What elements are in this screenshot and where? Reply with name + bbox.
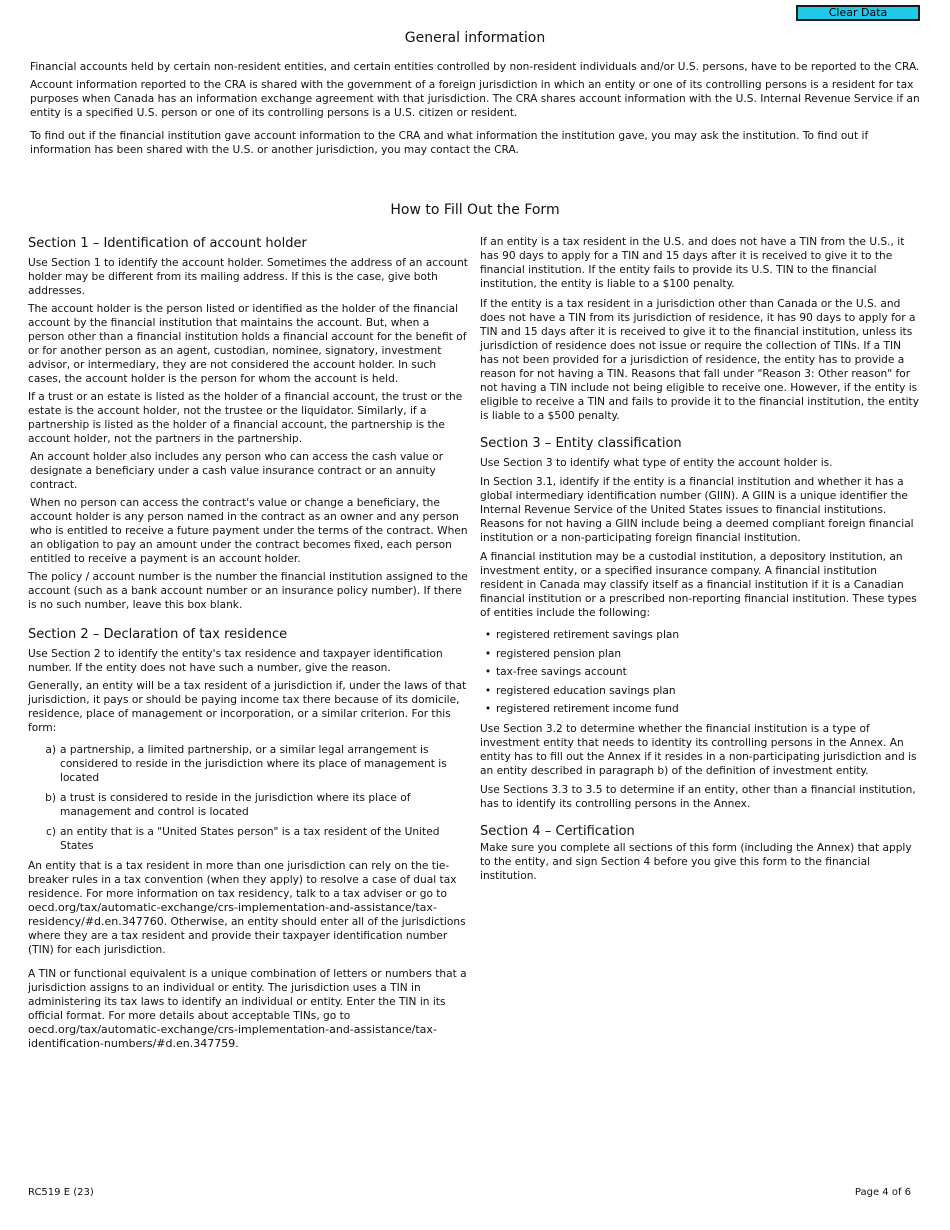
right-column [480, 235, 922, 887]
section-3-paragraph: A financial institution may be a custodial institution, a depository institution, an investment entity, or a specified insurance company. A financial institution resident in Canada may classify itself as a financial institution if it is a Canadian financial institution or a prescribed non-reporting financial institution. These types of entities include the following: [480, 551, 917, 619]
form-identifier: RC519 E (23) [28, 1187, 94, 1198]
list-item: b) a trust is considered to reside in the jurisdiction where its place of management and control is located [45, 792, 411, 818]
section-3-heading: Section 3 – Entity classification [480, 436, 682, 451]
list-item: • registered pension plan [484, 647, 622, 660]
page-number: Page 4 of 6 [854, 1187, 911, 1198]
section-3-paragraph: Use Section 3.2 to determine whether the financial institution is a type of investment entity that needs to identity its controlling persons in the Annex. An entity has to fill out the Annex if it resides in a non-participating jurisdiction and is an entity described in paragraph b) of the definition of investment entity. [480, 723, 917, 777]
general-paragraph-2: Account information reported to the CRA is shared with the government of a foreign jurisdiction in which an entity or one of its controlling persons is a resident for tax purposes when Canada has an information exchange agreement with that jurisdiction. The CRA shares account information with the U.S. Internal Revenue Service if an entity is a specified U.S. person or one of its controlling persons is a U.S. citizen or resident. [30, 79, 920, 119]
general-information-title: General information [404, 30, 546, 46]
section-1-heading: Section 1 – Identification of account holder [28, 236, 307, 251]
section-4-heading: Section 4 – Certification [480, 824, 635, 839]
section-1-paragraph: An account holder also includes any person who can access the cash value or designate a beneficiary under a cash value insurance contract or an annuity contract. [30, 451, 444, 491]
section-1-paragraph: Use Section 1 to identify the account holder. Sometimes the address of an account holder may be different from its mailing address. If this is the case, give both addresses. [28, 257, 468, 297]
list-item: • tax-free savings account [484, 666, 627, 678]
general-paragraph-1: Financial accounts held by certain non-resident entities, and certain entities controlled by non-resident individuals and/or U.S. persons, have to be reported to the CRA. [30, 61, 920, 73]
list-item: • registered education savings plan [484, 684, 676, 697]
section-1-paragraph: The account holder is the person listed or identified as the holder of the financial account by the financial institution that maintains the account. But, when a person other than a financial institution holds a financial account for the benefit of or for another person as an agent, custodian, nominee, signatory, investment advisor, or intermediary, they are not considered the account holder. In such cases, the account holder is the person for whom the account is held. [28, 303, 467, 385]
section-2-paragraph: Generally, an entity will be a tax resident of a jurisdiction if, under the laws of that jurisdiction, it pays or should be paying income tax there because of its domicile, residence, place of management or incorporation, or a similar criterion. For this form: [28, 680, 467, 734]
section-2-paragraph: Use Section 2 to identify the entity's tax residence and taxpayer identification number. If the entity does not have such a number, give the reason. [28, 648, 443, 674]
general-paragraph-3: To find out if the financial institution gave account information to the CRA and what information the institution gave, you may ask the institution. To find out if information has been shared with the U.S. or another jurisdiction, you may contact the CRA. [30, 130, 869, 156]
section-3-paragraph: In Section 3.1, identify if the entity is a financial institution and whether it has a global intermediary identification number (GIIN). A GIIN is a unique identifier the Internal Revenue Service of the United States issues to financial institutions. Reasons for not having a GIIN include being a deemed compliant foreign financial institution or a non-participating foreign financial institution. [480, 476, 914, 544]
list-item: c) an entity that is a "United States person" is a tax resident of the United States [46, 826, 440, 852]
tax-residency-link[interactable]: oecd.org/tax/automatic-exchange/crs-implementation-and-assistance/tax-residency/#d.en.347760 [28, 901, 437, 928]
section-3-paragraph: Use Sections 3.3 to 3.5 to determine if an entity, other than a financial institution, has to identify its controlling persons in the Annex. [480, 784, 916, 810]
list-item: • registered retirement savings plan [484, 629, 680, 641]
tin-details-link[interactable]: oecd.org/tax/automatic-exchange/crs-implementation-and-assistance/tax-identification-numbers/#d.en.347759 [28, 1023, 437, 1050]
general-information-body [30, 60, 920, 161]
section-4-paragraph: Make sure you complete all sections of this form (including the Annex) that apply to the entity, and sign Section 4 before you give this form to the financial institution. [480, 842, 912, 882]
section-2-paragraph: A TIN or functional equivalent is a unique combination of letters or numbers that a jurisdiction assigns to an individual or entity. The jurisdiction uses a TIN in administering its tax laws to identify an individual or entity. Enter the TIN in its official format. For more details about acceptable TINs, go to oecd.org/tax/automatic-exchange/crs-implementation-and-assistance/tax-identification-numbers/#d.en.347759. [28, 968, 467, 1050]
section-1-paragraph: The policy / account number is the number the financial institution assigned to the account (such as a bank account number or an insurance policy number). If there is no such number, leave this box blank. [28, 571, 468, 611]
section-1-paragraph: When no person can access the contract's value or change a beneficiary, the account holder is any person named in the contract as an owner and any person who is entitled to receive a future payment under the terms of the contract. When an obligation to pay an amount under the contract becomes fixed, each person entitled to receive a payment is an account holder. [30, 497, 468, 565]
clear-data-button[interactable]: Clear Data [796, 5, 920, 21]
section-2-paragraph: An entity that is a tax resident in more than one jurisdiction can rely on the tie-breaker rules in a tax convention (when they apply) to resolve a case of dual tax residence. For more information on tax residency, talk to a tax adviser or go to oecd.org/tax/automatic-exchange/crs-implementation-and-assistance/tax-residency/#d.en.347760. Otherwise, an entity should enter all of the jurisdictions where they are a tax resident and provide their taxpayer identification number (TIN) for each jurisdiction. [28, 860, 466, 956]
section-3-paragraph: Use Section 3 to identify what type of entity the account holder is. [480, 457, 833, 469]
section-2-heading: Section 2 – Declaration of tax residence [28, 627, 288, 642]
list-item: a) a partnership, a limited partnership, or a similar legal arrangement is considered to reside in the jurisdiction where its place of management is located [45, 744, 447, 784]
section-1-paragraph: If a trust or an estate is listed as the holder of a financial account, the trust or the estate is the account holder, not the trustee or the liquidator. Similarly, if a partnership is listed as the holder of a financial account, the partnership is the account holder, not the partners in the partnership. [28, 391, 463, 445]
list-item: • registered retirement income fund [484, 703, 679, 715]
left-column [28, 235, 468, 1055]
tin-us-paragraph: If an entity is a tax resident in the U.S. and does not have a TIN from the U.S., it has 90 days to apply for a TIN and 15 days after it is received to give it to the financial institution. If the entity fails to provide its U.S. TIN to the financial institution, the entity is liable to a $100 penalty. [480, 236, 905, 290]
tin-other-paragraph: If the entity is a tax resident in a jurisdiction other than Canada or the U.S. and does not have a TIN from its jurisdiction of residence, it has 90 days to apply for a TIN and 15 days after it is received to give it to the financial institution, unless its jurisdiction of residence does not issue or require the collection of TINs. If a TIN has not been provided for a jurisdiction of residence, the entity has to provide a reason for not having a TIN. Reasons that fall under "Reason 3: Other reason" for not having a TIN include not being eligible to receive one. However, if the entity is eligible to receive a TIN and fails to provide it to the financial institution, the entity is liable to a $500 penalty. [480, 298, 919, 422]
how-to-fill-title: How to Fill Out the Form [390, 202, 560, 218]
residence-criteria-list [28, 743, 468, 853]
institution-types-list [480, 628, 922, 716]
